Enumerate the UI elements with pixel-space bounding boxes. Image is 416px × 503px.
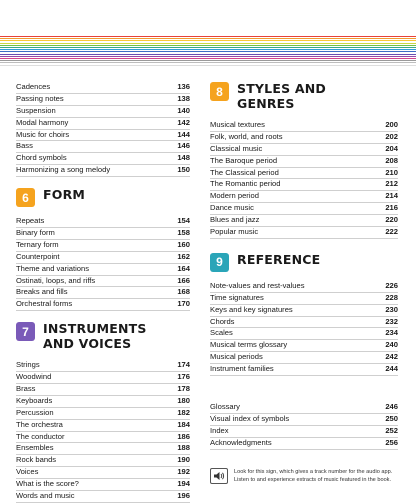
toc-entry-title: Words and music [16,491,75,501]
toc-entry-title: The Romantic period [210,179,281,189]
toc-entry-title: Note-values and rest-values [210,280,305,290]
toc-entry-title: Music for choirs [16,129,70,139]
toc-entry-title: Chord symbols [16,153,67,163]
toc-entry-title: The orchestra [16,419,63,429]
toc-entry-page: 190 [177,455,190,465]
toc-entry-page: 194 [177,479,190,489]
toc-entry-title: Counterpoint [16,251,60,261]
toc-entry-page: 192 [177,467,190,477]
toc-entry-title: Musical periods [210,352,263,362]
toc-entry-page: 178 [177,384,190,394]
toc-entry-title: Chords [210,316,235,326]
toc-entry-title: Rock bands [16,455,57,465]
toc-entry [16,153,190,165]
toc-entry-title: Popular music [210,227,259,237]
toc-entry-page: 170 [177,299,190,309]
toc-entry-page: 250 [385,413,398,423]
toc-entry-title: Musical textures [210,120,265,129]
toc-entry [210,364,398,376]
toc-entry-title: Classical music [210,143,263,153]
toc-entry [16,82,190,94]
toc-entry [16,384,190,396]
toc-entry [16,467,190,479]
stripe-line [0,38,416,39]
stripe-line [0,43,416,44]
toc-entry [210,293,398,305]
toc-entry-page: 232 [385,316,398,326]
toc-entry-page: 168 [177,287,190,297]
toc-entry [210,317,398,329]
toc-entry-page: 176 [177,372,190,382]
toc-entry-page: 144 [177,129,190,139]
toc-entry [16,360,190,372]
toc-entry [16,106,190,118]
toc-entry [210,227,398,239]
toc-entry-page: 256 [385,437,398,447]
toc-entry-title: Acknowledgments [210,437,272,447]
section-heading-reference [210,253,398,272]
section-number-badge: 8 [210,82,229,101]
toc-entry-title: The conductor [16,431,65,441]
toc-entry [210,179,398,191]
toc-entry-page: 160 [177,239,190,249]
section-number-badge: 6 [16,188,35,207]
section-heading-styles [210,82,398,111]
toc-entry-page: 242 [385,352,398,362]
stripe-line [0,58,416,59]
toc-entry-title: Ensembles [16,443,54,453]
decorative-stripes [0,0,416,68]
toc-entry-title: The Classical period [210,167,279,177]
stripe-line [0,51,416,52]
toc-entry-page: 166 [177,275,190,285]
toc-entry-page: 196 [177,491,190,501]
toc-entry-page: 154 [177,216,190,226]
toc-entry-title: Modern period [210,191,259,201]
toc-entry [210,156,398,168]
section-title: FORM [43,187,86,203]
toc-entry [16,372,190,384]
toc-entry-title: Brass [16,384,36,394]
toc-list-appendix [210,402,398,450]
toc-entry-title: Instrument families [210,364,274,374]
toc-list-form [16,216,190,311]
toc-entry-title: Percussion [16,407,54,417]
audio-note-line: Look for this sign, which gives a track number for the audio app. [234,468,393,475]
toc-entry [16,276,190,288]
toc-entry [16,216,190,228]
toc-right-column [210,82,398,484]
toc-entry-page: 140 [177,105,190,115]
toc-entry-page: 228 [385,292,398,302]
toc-entry-page: 208 [385,155,398,165]
section-title: REFERENCE [237,251,321,267]
toc-entry-title: Keyboards [16,395,53,405]
toc-entry-title: Suspension [16,105,56,115]
toc-entry-page: 240 [385,340,398,350]
toc-entry [210,215,398,227]
toc-entry [16,118,190,130]
toc-entry [16,264,190,276]
section-number-badge: 9 [210,253,229,272]
stripe-line [0,40,416,41]
toc-entry-title: Blues and jazz [210,215,260,225]
toc-entry-title: Folk, world, and roots [210,131,283,141]
stripe-line [0,60,416,61]
toc-entry [16,491,190,503]
toc-entry-title: Musical terms glossary [210,340,288,350]
toc-entry [210,328,398,340]
toc-entry [16,420,190,432]
toc-entry-page: 216 [385,203,398,213]
toc-entry [16,408,190,420]
toc-entry [210,191,398,203]
toc-entry-title: Repeats [16,216,45,226]
section-title: INSTRUMENTS AND VOICES [43,321,147,351]
toc-entry [210,168,398,180]
toc-list-styles [210,120,398,239]
section-number-badge: 7 [16,322,35,341]
toc-entry-page: 252 [385,425,398,435]
audio-note [210,468,398,484]
stripe-line [0,62,416,63]
toc-entry-page: 220 [385,215,398,225]
toc-entry-page: 174 [177,360,190,370]
toc-entry-page: 182 [177,407,190,417]
toc-entry-title: Woodwind [16,372,52,382]
toc-entry-page: 212 [385,179,398,189]
toc-entry-title: Glossary [210,402,240,412]
toc-entry-title: Ostinati, loops, and riffs [16,275,96,285]
audio-note-line: Listen to and experience extracts of music featured in the book. [234,476,392,483]
toc-entry-title: The Baroque period [210,155,278,165]
toc-left-column [16,82,190,503]
toc-entry-page: 136 [177,82,190,91]
toc-entry [16,94,190,106]
toc-entry-title: Visual index of symbols [210,413,290,423]
toc-entry-title: Time signatures [210,292,264,302]
toc-entry-title: Voices [16,467,39,477]
toc-list-harmony [16,82,190,177]
toc-entry-page: 180 [177,395,190,405]
toc-entry [16,240,190,252]
toc-entry-title: Keys and key signatures [210,304,293,314]
toc-entry [210,340,398,352]
toc-entry-title: Cadences [16,82,51,91]
stripe-line [0,49,416,50]
toc-entry [16,228,190,240]
toc-list-reference [210,281,398,376]
section-heading-instruments [16,322,190,351]
audio-note-text [234,468,392,484]
toc-entry-page: 226 [385,280,398,290]
section-title: STYLES AND GENRES [237,81,326,111]
toc-entry-page: 200 [385,120,398,129]
toc-entry-title: Scales [210,328,233,338]
toc-entry-page: 164 [177,263,190,273]
stripe-line [0,36,416,37]
toc-entry [210,438,398,450]
stripe-line [0,65,416,66]
toc-entry [16,252,190,264]
speaker-icon [210,468,228,484]
toc-entry-page: 158 [177,228,190,238]
toc-entry [210,132,398,144]
toc-entry-title: Orchestral forms [16,299,73,309]
toc-entry [210,402,398,414]
toc-entry-page: 142 [177,117,190,127]
toc-entry-page: 138 [177,93,190,103]
toc-entry [16,130,190,142]
toc-entry-page: 244 [385,364,398,374]
toc-entry-title: Bass [16,141,33,151]
toc-entry [16,299,190,311]
toc-entry-title: Ternary form [16,239,59,249]
toc-entry [16,443,190,455]
toc-entry [210,352,398,364]
toc-entry-page: 146 [177,141,190,151]
toc-entry [16,287,190,299]
toc-entry-page: 188 [177,443,190,453]
toc-entry-page: 184 [177,419,190,429]
toc-entry [210,414,398,426]
toc-entry-page: 148 [177,153,190,163]
toc-entry [210,426,398,438]
toc-entry-page: 222 [385,227,398,237]
toc-entry [16,165,190,177]
toc-entry [16,479,190,491]
toc-entry-title: Modal harmony [16,117,69,127]
toc-entry-page: 230 [385,304,398,314]
toc-entry-title: Harmonizing a song melody [16,165,111,175]
section-heading-form [16,188,190,207]
toc-entry-page: 246 [385,402,398,412]
toc-entry [210,144,398,156]
toc-entry [210,203,398,215]
stripe-line [0,45,416,46]
toc-entry [210,281,398,293]
toc-entry-title: Breaks and fills [16,287,68,297]
toc-entry-title: Index [210,425,229,435]
toc-entry-page: 214 [385,191,398,201]
toc-entry-page: 204 [385,143,398,153]
toc-entry-title: Binary form [16,228,55,238]
stripe-line [0,56,416,57]
toc-entry-title: Passing notes [16,93,64,103]
toc-entry-page: 150 [177,165,190,175]
stripe-line [0,54,416,55]
toc-entry-page: 186 [177,431,190,441]
toc-entry [16,432,190,444]
toc-entry [210,120,398,132]
toc-entry-page: 234 [385,328,398,338]
toc-entry-title: Strings [16,360,40,370]
toc-entry-title: Dance music [210,203,254,213]
toc-entry-page: 202 [385,131,398,141]
toc-entry [210,305,398,317]
toc-entry [16,455,190,467]
toc-list-instruments [16,360,190,503]
toc-entry [16,396,190,408]
toc-entry-page: 162 [177,251,190,261]
stripe-line [0,47,416,48]
toc-entry [16,141,190,153]
toc-entry-page: 210 [385,167,398,177]
toc-entry-title: What is the score? [16,479,79,489]
toc-entry-title: Theme and variations [16,263,90,273]
